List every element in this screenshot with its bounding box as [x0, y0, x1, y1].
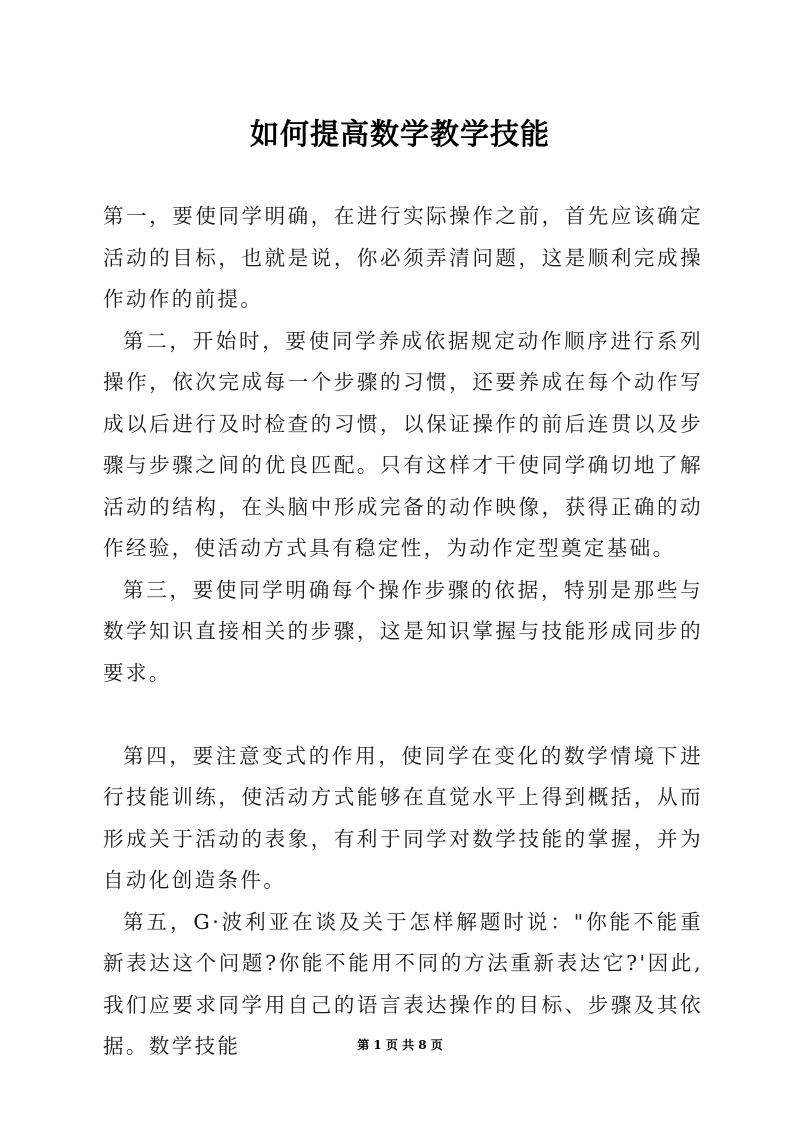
- page-number-footer: 第 1 页 共 8 页: [357, 1038, 443, 1052]
- paragraph-spacer: [103, 694, 703, 736]
- paragraph-1: 第一，要使同学明确，在进行实际操作之前，首先应该确定活动的目标，也就是说，你必须弄清问题，这是顺利完成操作动作的前提。: [103, 204, 703, 311]
- paragraph-5: 第五，G·波利亚在谈及关于怎样解题时说："你能不能重新表达这个问题?你能不能用不同的方法重新表达它?'因此,我们应要求同学用自己的语言表达操作的目标、步骤及其依据。数学技能: [103, 909, 703, 1058]
- paragraph-2: 第二，开始时，要使同学养成依据规定动作顺序进行系列操作，依次完成每一个步骤的习惯，还要养成在每个动作写成以后进行及时检查的习惯，以保证操作的前后连贯以及步骤与步骤之间的优良匹配。只有这样才干使同学确切地了解活动的结构，在头脑中形成完备的动作映像，获得正确的动作经验，使活动方式具有稳定性，为动作定型奠定基础。: [103, 328, 703, 560]
- document-body: [103, 196, 703, 1068]
- document-title: 如何提高数学教学技能: [249, 117, 550, 151]
- paragraph-4: 第四，要注意变式的作用，使同学在变化的数学情境下进行技能训练，使活动方式能够在直觉水平上得到概括，从而形成关于活动的表象，有利于同学对数学技能的掌握，并为自动化创造条件。: [103, 743, 703, 892]
- paragraph-3: 第三，要使同学明确每个操作步骤的依据，特别是那些与数学知识直接相关的步骤，这是知识掌握与技能形成同步的要求。: [103, 577, 703, 685]
